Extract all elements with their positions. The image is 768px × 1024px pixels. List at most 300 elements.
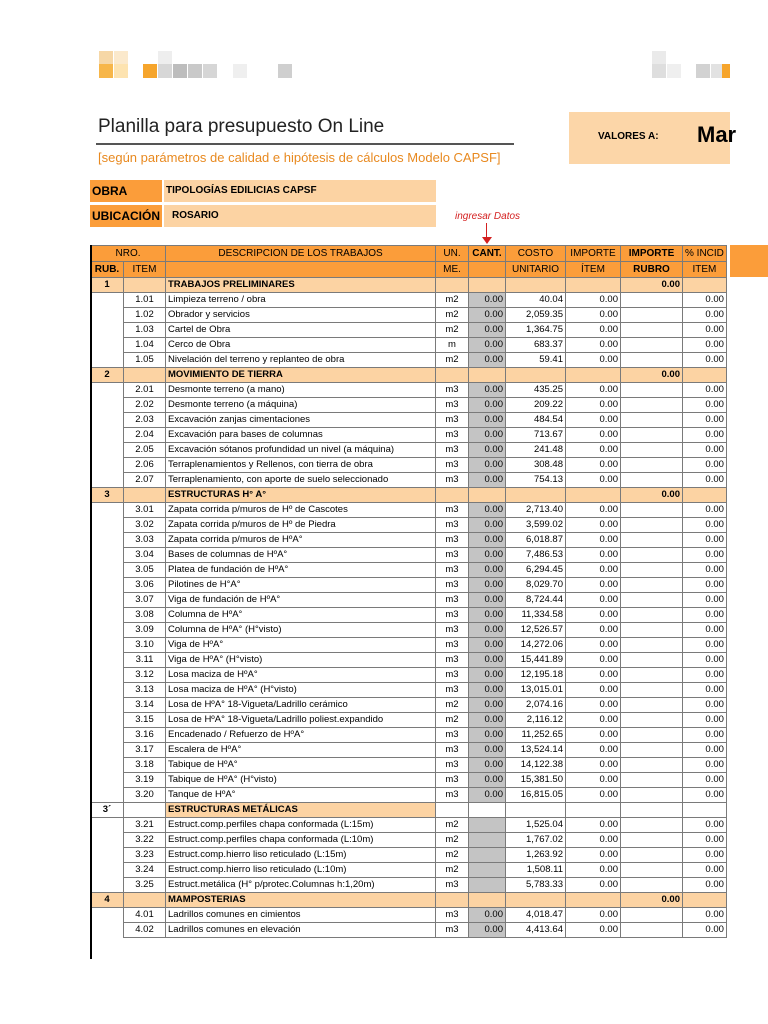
item-number: 3.18 — [124, 758, 166, 773]
item-importe: 0.00 — [566, 878, 621, 893]
item-unit: m2 — [436, 698, 469, 713]
item-unit: m3 — [436, 653, 469, 668]
item-incid: 0.00 — [683, 848, 727, 863]
item-rubro-empty — [621, 428, 683, 443]
rubro-empty — [566, 803, 621, 818]
rub-empty — [91, 728, 124, 743]
table-row — [91, 428, 727, 443]
item-costo: 1,508.11 — [506, 863, 566, 878]
item-description: Ladrillos comunes en elevación — [166, 923, 436, 938]
table-row — [91, 818, 727, 833]
item-description: Losa maciza de HºA° — [166, 668, 436, 683]
rub-empty — [91, 773, 124, 788]
col-incid: % INCID — [683, 246, 727, 262]
cant-input[interactable]: 0.00 — [469, 308, 506, 323]
item-rubro-empty — [621, 548, 683, 563]
cant-input[interactable]: 0.00 — [469, 698, 506, 713]
rubro-title: ESTRUCTURAS METÁLICAS — [166, 803, 436, 818]
rub-empty — [91, 413, 124, 428]
rubro-number: 1 — [91, 278, 124, 293]
table-row — [91, 653, 727, 668]
item-unit: m3 — [436, 773, 469, 788]
rub-empty — [91, 608, 124, 623]
table-row — [91, 743, 727, 758]
item-unit: m3 — [436, 428, 469, 443]
item-costo: 8,724.44 — [506, 593, 566, 608]
item-costo: 683.37 — [506, 338, 566, 353]
rub-empty — [91, 818, 124, 833]
item-importe: 0.00 — [566, 443, 621, 458]
item-importe: 0.00 — [566, 383, 621, 398]
item-unit: m3 — [436, 458, 469, 473]
item-description: Estruct.comp.hierro liso reticulado (L:15m) — [166, 848, 436, 863]
rubro-empty — [506, 893, 566, 908]
item-incid: 0.00 — [683, 833, 727, 848]
item-number: 3.13 — [124, 683, 166, 698]
cant-input[interactable]: 0.00 — [469, 383, 506, 398]
item-number: 3.03 — [124, 533, 166, 548]
item-description: Excavación sótanos profundidad un nivel (a máquina) — [166, 443, 436, 458]
item-unit: m2 — [436, 353, 469, 368]
table-row — [91, 503, 727, 518]
item-rubro-empty — [621, 878, 683, 893]
item-unit: m2 — [436, 848, 469, 863]
item-incid: 0.00 — [683, 638, 727, 653]
item-rubro-empty — [621, 713, 683, 728]
item-description: Desmonte terreno (a máquina) — [166, 398, 436, 413]
header-row-1 — [91, 246, 727, 262]
item-description: Bases de columnas de HºA° — [166, 548, 436, 563]
rubro-empty — [566, 278, 621, 293]
item-rubro-empty — [621, 503, 683, 518]
item-unit: m3 — [436, 638, 469, 653]
cant-input[interactable] — [469, 878, 506, 893]
item-unit: m3 — [436, 623, 469, 638]
item-importe: 0.00 — [566, 728, 621, 743]
cant-input[interactable]: 0.00 — [469, 548, 506, 563]
item-number: 1.02 — [124, 308, 166, 323]
item-incid: 0.00 — [683, 293, 727, 308]
item-importe: 0.00 — [566, 533, 621, 548]
item-incid: 0.00 — [683, 878, 727, 893]
item-number: 3.06 — [124, 578, 166, 593]
item-incid: 0.00 — [683, 443, 727, 458]
item-costo: 308.48 — [506, 458, 566, 473]
cant-input[interactable]: 0.00 — [469, 908, 506, 923]
cant-input[interactable]: 0.00 — [469, 758, 506, 773]
rubro-empty — [506, 803, 566, 818]
item-unit: m3 — [436, 503, 469, 518]
item-number: 3.02 — [124, 518, 166, 533]
item-unit: m3 — [436, 758, 469, 773]
item-number: 2.03 — [124, 413, 166, 428]
item-rubro-empty — [621, 908, 683, 923]
item-unit: m3 — [436, 668, 469, 683]
item-rubro-empty — [621, 533, 683, 548]
cant-input[interactable]: 0.00 — [469, 623, 506, 638]
item-rubro-empty — [621, 338, 683, 353]
item-number: 3.16 — [124, 728, 166, 743]
item-unit: m3 — [436, 608, 469, 623]
obra-value[interactable]: TIPOLOGÍAS EDILICIAS CAPSF — [164, 180, 436, 202]
rubro-total: 0.00 — [621, 893, 683, 908]
item-unit: m3 — [436, 563, 469, 578]
rub-empty — [91, 623, 124, 638]
cant-input[interactable]: 0.00 — [469, 518, 506, 533]
rub-empty — [91, 473, 124, 488]
rub-empty — [91, 293, 124, 308]
item-costo: 11,252.65 — [506, 728, 566, 743]
item-description: Columna de HºA° (H°visto) — [166, 623, 436, 638]
item-description: Pilotines de H°A° — [166, 578, 436, 593]
table-row — [91, 863, 727, 878]
cant-input[interactable]: 0.00 — [469, 473, 506, 488]
table-row — [91, 608, 727, 623]
item-incid: 0.00 — [683, 593, 727, 608]
item-number: 3.04 — [124, 548, 166, 563]
ingresar-datos-hint: ingresar Datos — [455, 211, 521, 222]
item-importe: 0.00 — [566, 338, 621, 353]
item-rubro-empty — [621, 323, 683, 338]
table-row — [91, 593, 727, 608]
table-row — [91, 668, 727, 683]
col-cant-empty — [469, 262, 506, 278]
item-incid: 0.00 — [683, 458, 727, 473]
item-incid: 0.00 — [683, 578, 727, 593]
rubro-empty — [436, 893, 469, 908]
item-incid: 0.00 — [683, 713, 727, 728]
rubro-total: 0.00 — [621, 368, 683, 383]
item-importe: 0.00 — [566, 713, 621, 728]
item-importe: 0.00 — [566, 578, 621, 593]
item-description: Ladrillos comunes en cimientos — [166, 908, 436, 923]
ubicacion-value[interactable]: ROSARIO — [164, 205, 436, 227]
cant-input[interactable]: 0.00 — [469, 503, 506, 518]
rubro-empty — [436, 368, 469, 383]
cant-input[interactable]: 0.00 — [469, 683, 506, 698]
item-importe: 0.00 — [566, 908, 621, 923]
rubro-empty — [469, 278, 506, 293]
table-row — [91, 638, 727, 653]
cant-input[interactable]: 0.00 — [469, 788, 506, 803]
item-importe: 0.00 — [566, 698, 621, 713]
item-unit: m3 — [436, 548, 469, 563]
rubro-empty — [469, 368, 506, 383]
rubro-item-empty — [124, 893, 166, 908]
item-rubro-empty — [621, 818, 683, 833]
cant-input[interactable]: 0.00 — [469, 353, 506, 368]
item-importe: 0.00 — [566, 548, 621, 563]
item-costo: 59.41 — [506, 353, 566, 368]
item-importe: 0.00 — [566, 758, 621, 773]
item-incid: 0.00 — [683, 653, 727, 668]
cant-input[interactable] — [469, 818, 506, 833]
item-unit: m2 — [436, 833, 469, 848]
item-incid: 0.00 — [683, 743, 727, 758]
item-importe: 0.00 — [566, 293, 621, 308]
table-row — [91, 458, 727, 473]
item-unit: m2 — [436, 323, 469, 338]
col-desc-empty — [166, 262, 436, 278]
item-number: 2.02 — [124, 398, 166, 413]
cant-input[interactable]: 0.00 — [469, 923, 506, 938]
item-rubro-empty — [621, 788, 683, 803]
cant-input[interactable]: 0.00 — [469, 713, 506, 728]
item-number: 3.23 — [124, 848, 166, 863]
valores-value[interactable]: Mar — [697, 122, 737, 147]
rubro-empty — [436, 488, 469, 503]
cant-input[interactable]: 0.00 — [469, 668, 506, 683]
col-un: UN. — [436, 246, 469, 262]
col-cant: CANT. — [469, 246, 506, 262]
item-unit: m3 — [436, 743, 469, 758]
rub-empty — [91, 653, 124, 668]
cant-input[interactable]: 0.00 — [469, 638, 506, 653]
item-incid: 0.00 — [683, 563, 727, 578]
page-subtitle: [según parámetros de calidad e hipótesis de cálculos Modelo CAPSF] — [98, 150, 501, 165]
table-left-border — [90, 245, 92, 959]
item-description: Obrador y servicios — [166, 308, 436, 323]
col-item-label: ÍTEM — [566, 262, 621, 278]
rub-empty — [91, 308, 124, 323]
item-description: Estruct.comp.perfiles chapa conformada (L:10m) — [166, 833, 436, 848]
cant-input[interactable]: 0.00 — [469, 593, 506, 608]
item-description: Excavación para bases de columnas — [166, 428, 436, 443]
rub-empty — [91, 863, 124, 878]
item-importe: 0.00 — [566, 923, 621, 938]
rub-empty — [91, 833, 124, 848]
table-row — [91, 413, 727, 428]
table-row — [91, 833, 727, 848]
item-costo: 1,525.04 — [506, 818, 566, 833]
arrow-down-icon — [482, 237, 492, 244]
item-rubro-empty — [621, 698, 683, 713]
item-importe: 0.00 — [566, 308, 621, 323]
item-incid: 0.00 — [683, 608, 727, 623]
item-importe: 0.00 — [566, 863, 621, 878]
item-number: 4.02 — [124, 923, 166, 938]
table-row — [91, 308, 727, 323]
item-description: Zapata corrida p/muros de HºA° — [166, 533, 436, 548]
item-number: 3.05 — [124, 563, 166, 578]
item-importe: 0.00 — [566, 848, 621, 863]
cant-input[interactable]: 0.00 — [469, 398, 506, 413]
cant-input[interactable] — [469, 863, 506, 878]
item-incid: 0.00 — [683, 533, 727, 548]
table-row — [91, 908, 727, 923]
table-row — [91, 683, 727, 698]
rubro-title: TRABAJOS PRELIMINARES — [166, 278, 436, 293]
cant-input[interactable]: 0.00 — [469, 728, 506, 743]
item-costo: 2,059.35 — [506, 308, 566, 323]
item-rubro-empty — [621, 728, 683, 743]
col-descripcion: DESCRIPCION DE LOS TRABAJOS — [166, 246, 436, 262]
rub-empty — [91, 563, 124, 578]
item-incid: 0.00 — [683, 518, 727, 533]
item-costo: 209.22 — [506, 398, 566, 413]
item-description: Desmonte terreno (a mano) — [166, 383, 436, 398]
rubro-empty — [566, 488, 621, 503]
item-costo: 435.25 — [506, 383, 566, 398]
item-importe: 0.00 — [566, 638, 621, 653]
item-number: 3.24 — [124, 863, 166, 878]
item-importe: 0.00 — [566, 458, 621, 473]
rubro-item-empty — [124, 488, 166, 503]
item-description: Losa de HºA° 18-Vigueta/Ladrillo poliest.expandido — [166, 713, 436, 728]
rubro-number: 3 — [91, 488, 124, 503]
item-unit: m3 — [436, 533, 469, 548]
item-incid: 0.00 — [683, 383, 727, 398]
item-costo: 2,713.40 — [506, 503, 566, 518]
item-importe: 0.00 — [566, 608, 621, 623]
item-incid: 0.00 — [683, 353, 727, 368]
rubro-row — [91, 488, 727, 503]
rubro-number: 2 — [91, 368, 124, 383]
item-costo: 7,486.53 — [506, 548, 566, 563]
cant-input[interactable]: 0.00 — [469, 773, 506, 788]
item-number: 3.25 — [124, 878, 166, 893]
table-row — [91, 293, 727, 308]
cant-input[interactable]: 0.00 — [469, 578, 506, 593]
col-me: ME. — [436, 262, 469, 278]
item-description: Losa de HºA° 18-Vigueta/Ladrillo cerámico — [166, 698, 436, 713]
item-costo: 13,015.01 — [506, 683, 566, 698]
item-number: 1.04 — [124, 338, 166, 353]
item-rubro-empty — [621, 743, 683, 758]
table-row — [91, 848, 727, 863]
item-importe: 0.00 — [566, 503, 621, 518]
item-costo: 15,381.50 — [506, 773, 566, 788]
rub-empty — [91, 323, 124, 338]
col-costo: COSTO — [506, 246, 566, 262]
item-importe: 0.00 — [566, 653, 621, 668]
valores-label: VALORES A: — [598, 131, 659, 142]
item-importe: 0.00 — [566, 833, 621, 848]
cant-input[interactable]: 0.00 — [469, 323, 506, 338]
item-unit: m3 — [436, 788, 469, 803]
rubro-number: 3´ — [91, 803, 124, 818]
item-unit: m3 — [436, 578, 469, 593]
rubro-title: ESTRUCTURAS H° A° — [166, 488, 436, 503]
item-number: 2.01 — [124, 383, 166, 398]
item-rubro-empty — [621, 623, 683, 638]
item-number: 2.04 — [124, 428, 166, 443]
item-description: Platea de fundación de HºA° — [166, 563, 436, 578]
table-row — [91, 878, 727, 893]
table-row — [91, 353, 727, 368]
item-number: 1.05 — [124, 353, 166, 368]
cant-input[interactable]: 0.00 — [469, 563, 506, 578]
item-costo: 15,441.89 — [506, 653, 566, 668]
item-incid: 0.00 — [683, 413, 727, 428]
item-unit: m2 — [436, 308, 469, 323]
item-unit: m3 — [436, 473, 469, 488]
rubro-empty — [436, 803, 469, 818]
cant-input[interactable] — [469, 833, 506, 848]
item-description: Viga de HºA° — [166, 638, 436, 653]
item-costo: 484.54 — [506, 413, 566, 428]
item-incid: 0.00 — [683, 818, 727, 833]
cant-input[interactable]: 0.00 — [469, 443, 506, 458]
rub-empty — [91, 758, 124, 773]
item-incid: 0.00 — [683, 323, 727, 338]
item-rubro-empty — [621, 848, 683, 863]
rubro-empty — [683, 803, 727, 818]
cant-input[interactable]: 0.00 — [469, 743, 506, 758]
header-overflow — [730, 245, 768, 277]
item-description: Estruct.metálica (H° p/protec.Columnas h:1,20m) — [166, 878, 436, 893]
rub-empty — [91, 638, 124, 653]
item-rubro-empty — [621, 353, 683, 368]
item-description: Limpieza terreno / obra — [166, 293, 436, 308]
rub-empty — [91, 908, 124, 923]
rubro-empty — [566, 368, 621, 383]
cant-input[interactable]: 0.00 — [469, 428, 506, 443]
item-number: 3.08 — [124, 608, 166, 623]
item-description: Tabique de HºA° (H°visto) — [166, 773, 436, 788]
cant-input[interactable]: 0.00 — [469, 533, 506, 548]
item-number: 3.17 — [124, 743, 166, 758]
ubicacion-label: UBICACIÓN — [90, 205, 162, 227]
col-nro: NRO. — [91, 246, 166, 262]
col-importe-rubro: IMPORTE — [621, 246, 683, 262]
item-incid: 0.00 — [683, 788, 727, 803]
item-rubro-empty — [621, 473, 683, 488]
table-row — [91, 533, 727, 548]
cant-input[interactable]: 0.00 — [469, 608, 506, 623]
item-costo: 1,364.75 — [506, 323, 566, 338]
item-unit: m2 — [436, 293, 469, 308]
item-description: Encadenado / Refuerzo de HºA° — [166, 728, 436, 743]
cant-input[interactable]: 0.00 — [469, 458, 506, 473]
cant-input[interactable]: 0.00 — [469, 413, 506, 428]
rub-empty — [91, 518, 124, 533]
table-row — [91, 548, 727, 563]
item-number: 4.01 — [124, 908, 166, 923]
item-description: Zapata corrida p/muros de Hº de Piedra — [166, 518, 436, 533]
item-number: 3.15 — [124, 713, 166, 728]
rub-empty — [91, 353, 124, 368]
cant-input[interactable]: 0.00 — [469, 338, 506, 353]
item-unit: m3 — [436, 398, 469, 413]
rub-empty — [91, 503, 124, 518]
item-unit: m3 — [436, 413, 469, 428]
cant-input[interactable]: 0.00 — [469, 293, 506, 308]
cant-input[interactable]: 0.00 — [469, 653, 506, 668]
item-incid: 0.00 — [683, 908, 727, 923]
item-number: 3.21 — [124, 818, 166, 833]
item-importe: 0.00 — [566, 473, 621, 488]
cant-input[interactable] — [469, 848, 506, 863]
rub-empty — [91, 923, 124, 938]
item-importe: 0.00 — [566, 788, 621, 803]
item-costo: 2,074.16 — [506, 698, 566, 713]
item-costo: 16,815.05 — [506, 788, 566, 803]
item-rubro-empty — [621, 443, 683, 458]
item-importe: 0.00 — [566, 323, 621, 338]
item-costo: 6,018.87 — [506, 533, 566, 548]
rub-empty — [91, 788, 124, 803]
item-description: Viga de HºA° (H°visto) — [166, 653, 436, 668]
table-row — [91, 623, 727, 638]
rubro-empty — [683, 278, 727, 293]
item-incid: 0.00 — [683, 338, 727, 353]
item-costo: 8,029.70 — [506, 578, 566, 593]
item-description: Tabique de HºA° — [166, 758, 436, 773]
table-row — [91, 713, 727, 728]
col-rub: RUB. — [91, 262, 124, 278]
item-unit: m3 — [436, 518, 469, 533]
